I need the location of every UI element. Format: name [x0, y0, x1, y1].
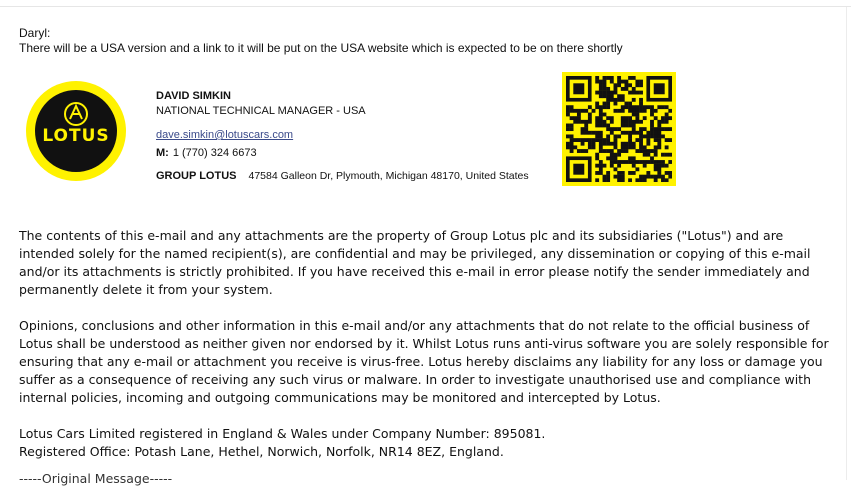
registration-paragraph [19, 425, 831, 461]
signature-name: DAVID SIMKIN [156, 90, 231, 102]
disclaimer-paragraph-1: The contents of this e-mail and any attachments are the property of Group Lotus plc and its subsidiaries ("Lotus") and are intended solely for the named recipient(s), are confidential and may be privileged, any dissemination or copying of this e-mail and/or its attachments is strictly prohibited. If you have received this e-mail in error please notify the sender immediately and permanently delete it from your system. [19, 228, 811, 297]
scrollbar-track[interactable] [846, 7, 847, 480]
greeting: Daryl: [19, 26, 51, 40]
logo-text: LOTUS [42, 126, 110, 146]
signature-mobile [156, 147, 257, 159]
lotus-monogram-icon [62, 101, 90, 127]
signature-email-link[interactable]: dave.simkin@lotuscars.com [156, 129, 294, 141]
mobile-label: M: [156, 147, 169, 159]
company-address: 47584 Galleon Dr, Plymouth, Michigan 48170, United States [248, 170, 529, 182]
top-divider [0, 6, 851, 7]
registration-line-1: Lotus Cars Limited registered in England & Wales under Company Number: 895081. [19, 426, 546, 441]
registration-line-2: Registered Office: Potash Lane, Hethel, Norwich, Norfolk, NR14 8EZ, England. [19, 444, 504, 459]
disclaimer-paragraph-2: Opinions, conclusions and other information in this e-mail and/or any attachments that do not relate to the official business of Lotus shall be understood as neither given nor endorsed by it. Whilst Lotus runs anti-virus software you are solely responsible for ensuring that any e-mail or attachment you receive is virus-free. Lotus hereby disclaims any liability for any loss or damage you suffer as a consequence of receiving any such virus or malware. In order to investigate unauthorised use and compliance with internal policies, incoming and outgoing communications may be monitored and intercepted by Lotus. [19, 318, 829, 405]
mobile-number: 1 (770) 324 6673 [172, 147, 257, 159]
company-name: GROUP LOTUS [156, 170, 237, 182]
lotus-logo [26, 81, 126, 181]
original-message-divider: -----Original Message----- [19, 471, 173, 486]
signature-title: NATIONAL TECHNICAL MANAGER - USA [156, 105, 366, 117]
qr-code-icon [562, 72, 676, 186]
signature-company [156, 170, 529, 182]
message-body: There will be a USA version and a link to it will be put on the USA website which is expected to be on there shortly [19, 41, 623, 55]
